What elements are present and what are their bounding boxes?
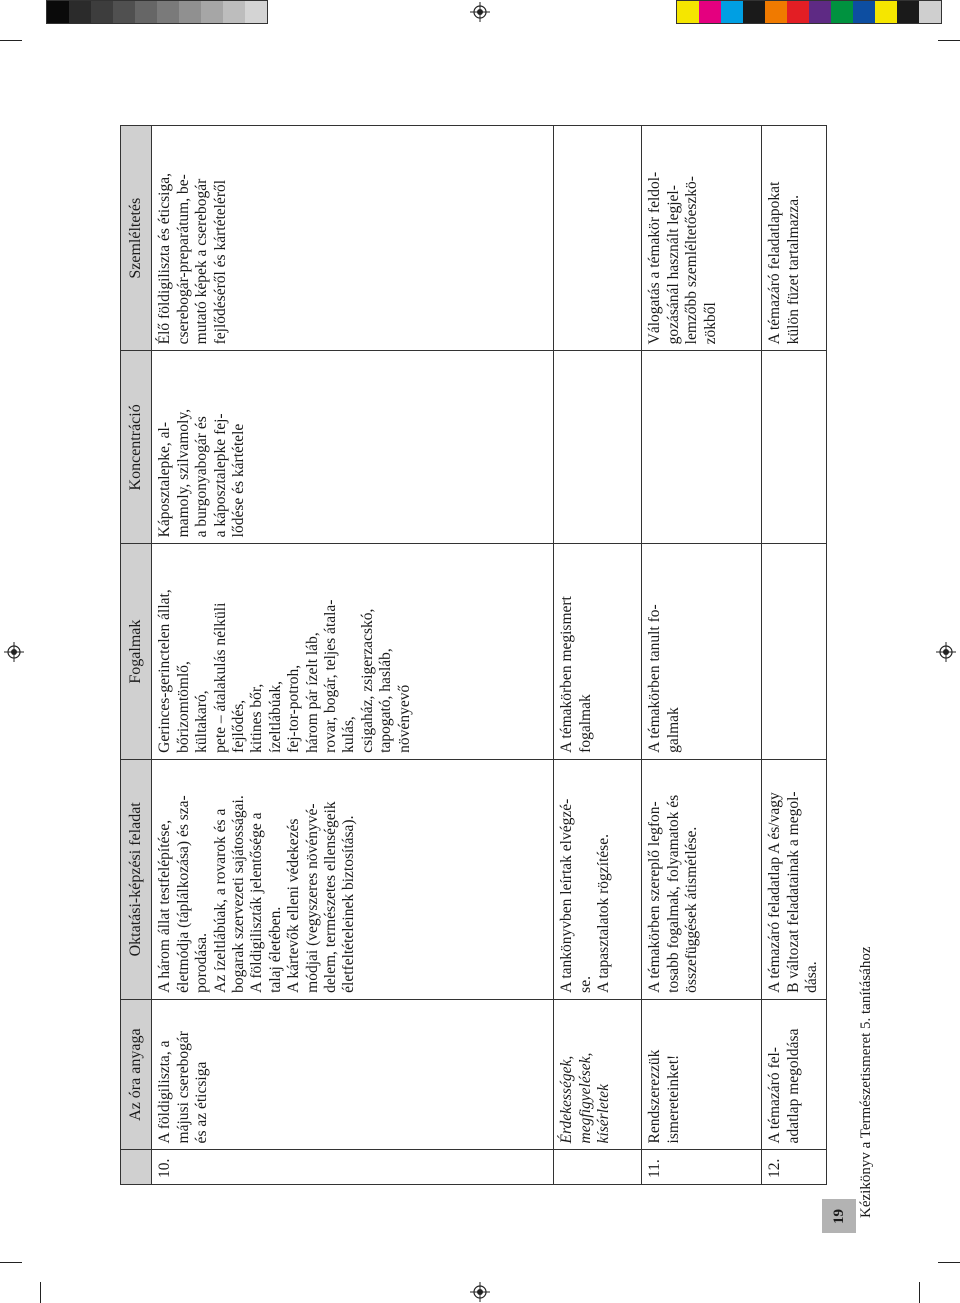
cell-concepts bbox=[152, 544, 554, 759]
page-number-box bbox=[822, 1199, 856, 1233]
cell-line: és az éticsiga bbox=[193, 1061, 211, 1144]
header-num-cell bbox=[121, 1150, 152, 1185]
row-number: 12. bbox=[762, 1150, 826, 1185]
cell-task bbox=[762, 759, 826, 999]
calibration-swatch bbox=[831, 1, 853, 23]
cell-line: Élő földigiliszta és éticsiga, bbox=[156, 173, 174, 345]
cell-line: A tapasztalatok rögzítése. bbox=[595, 834, 613, 993]
crop-mark bbox=[938, 1262, 960, 1263]
cell-topic bbox=[642, 999, 762, 1150]
cell-line: A témazáró feladatlapokat bbox=[766, 181, 784, 345]
calibration-swatch bbox=[897, 1, 919, 23]
cell-line: mamoly, szilvamoly, bbox=[174, 408, 192, 538]
cell-line: a káposztalepke fej- bbox=[211, 413, 229, 538]
calibration-swatch bbox=[875, 1, 897, 23]
cell-line: külön füzet tartalmazza. bbox=[784, 195, 802, 345]
cell-concepts bbox=[762, 544, 826, 759]
lesson-plan-table bbox=[120, 125, 827, 1185]
cell-line: fejlődés, bbox=[230, 699, 248, 753]
crop-mark bbox=[938, 40, 960, 41]
cell-line: tosabb fogalmak, folyamatok és bbox=[664, 794, 682, 993]
row-number bbox=[554, 1150, 642, 1185]
crop-mark bbox=[919, 1282, 920, 1303]
lesson-plan-table-container bbox=[120, 125, 821, 1185]
cell-concentration bbox=[762, 351, 826, 544]
cell-line: megfigyelések, bbox=[576, 1052, 594, 1144]
cell-line: életmódja (táplálkozása) és sza- bbox=[174, 795, 192, 993]
calibration-swatch bbox=[135, 1, 157, 23]
cell-task bbox=[642, 759, 762, 999]
calibration-swatch bbox=[699, 1, 721, 23]
calibration-swatch bbox=[245, 1, 267, 23]
calibration-swatch bbox=[853, 1, 875, 23]
cell-line: talaj életében. bbox=[266, 906, 284, 993]
cell-line: pete – átalakulás nélküli bbox=[211, 602, 229, 753]
calibration-swatch bbox=[809, 1, 831, 23]
cell-line: cserebogár-preparátum, be- bbox=[174, 174, 192, 345]
cell-line: Rendszerezzük bbox=[646, 1049, 664, 1144]
cell-line: májusi cserebogár bbox=[174, 1031, 192, 1144]
header-task: Oktatási-képzési feladat bbox=[121, 759, 152, 999]
cell-concentration bbox=[554, 351, 642, 544]
cell-line: összefüggések átismétlése. bbox=[683, 826, 701, 993]
cell-topic bbox=[152, 999, 554, 1150]
color-calibration-bar bbox=[676, 0, 942, 24]
cell-line: lemzőbb szemléltetőeszkö- bbox=[683, 176, 701, 345]
page-number: 19 bbox=[830, 1208, 847, 1224]
cell-line: növényevő bbox=[395, 684, 413, 753]
table-row bbox=[642, 126, 762, 1185]
registration-mark-icon bbox=[470, 1282, 490, 1302]
calibration-swatch bbox=[179, 1, 201, 23]
calibration-swatch bbox=[69, 1, 91, 23]
cell-line: rovar, bogár, teljes átala- bbox=[322, 599, 340, 753]
cell-task bbox=[152, 759, 554, 999]
cell-line: fej-tor-potroh, bbox=[285, 664, 303, 753]
cell-visual bbox=[554, 126, 642, 351]
table-header-row bbox=[121, 126, 152, 1185]
calibration-swatch bbox=[201, 1, 223, 23]
cell-line: életfeltételeinek biztosítása). bbox=[340, 815, 358, 993]
cell-line: delem, természetes ellenségeik bbox=[322, 801, 340, 993]
cell-concentration bbox=[642, 351, 762, 544]
cell-line: a burgonyabogár és bbox=[193, 416, 211, 538]
cell-task bbox=[554, 759, 642, 999]
cell-concepts bbox=[554, 544, 642, 759]
calibration-swatch bbox=[787, 1, 809, 23]
cell-line: bőrizomtömlő, bbox=[174, 661, 192, 753]
cell-line: B változat feladatainak a megol- bbox=[784, 791, 802, 993]
calibration-swatch bbox=[223, 1, 245, 23]
cell-line: porodása. bbox=[193, 933, 211, 993]
cell-line: A témakörben megismert bbox=[558, 596, 576, 753]
running-header-title: Kézikönyv a Természetismeret 5. tanításához bbox=[858, 946, 874, 1218]
header-visual: Szemléltetés bbox=[121, 126, 152, 351]
registration-mark-icon bbox=[470, 2, 490, 22]
row-number: 10. bbox=[152, 1150, 554, 1185]
cell-line: tapogató, hasláb, bbox=[377, 648, 395, 753]
cell-line: A kártevők elleni védekezés bbox=[285, 818, 303, 993]
cell-line: gozásánál használt legjel- bbox=[664, 185, 682, 345]
cell-visual bbox=[762, 126, 826, 351]
cell-line: három pár ízelt láb, bbox=[303, 632, 321, 753]
cell-line: zökből bbox=[701, 302, 719, 345]
table-row bbox=[762, 126, 826, 1185]
cell-line: módjai (vegyszeres növényvé- bbox=[303, 803, 321, 993]
calibration-swatch bbox=[47, 1, 69, 23]
cell-line: A földigiliszták jelentősége a bbox=[248, 812, 266, 993]
cell-line: Válogatás a témakör feldol- bbox=[646, 171, 664, 345]
cell-line: kulás, bbox=[340, 716, 358, 753]
cell-line: kültakaró, bbox=[193, 690, 211, 753]
cell-line: adatlap megoldása bbox=[784, 1028, 802, 1144]
cell-topic bbox=[762, 999, 826, 1150]
header-concepts: Fogalmak bbox=[121, 544, 152, 759]
cell-concentration bbox=[152, 351, 554, 544]
cell-line: mutató képek a cserebogár bbox=[193, 178, 211, 345]
crop-mark bbox=[40, 1282, 41, 1303]
cell-line: galmak bbox=[664, 707, 682, 753]
calibration-swatch bbox=[677, 1, 699, 23]
calibration-swatch bbox=[721, 1, 743, 23]
calibration-swatch bbox=[919, 1, 941, 23]
cell-line: Az ízeltlábúak, a rovarok és a bbox=[211, 808, 229, 993]
cell-line: dása. bbox=[803, 961, 821, 993]
grayscale-calibration-bar bbox=[46, 0, 268, 24]
calibration-swatch bbox=[765, 1, 787, 23]
cell-line: A földigiliszta, a bbox=[156, 1040, 174, 1144]
table-row bbox=[554, 126, 642, 1185]
cell-line: A három állat testfelépítése, bbox=[156, 819, 174, 993]
header-concentration: Koncentráció bbox=[121, 351, 152, 544]
cell-line: A témakörben tanult fo- bbox=[646, 604, 664, 753]
cell-line: bogarak szervezeti sajátosságai. bbox=[230, 795, 248, 993]
registration-mark-icon bbox=[4, 642, 24, 662]
calibration-swatch bbox=[91, 1, 113, 23]
cell-line: ízeltlábúak, bbox=[266, 680, 284, 753]
crop-mark bbox=[0, 1262, 22, 1263]
cell-line: A tankönyvben leírtak elvégzé- bbox=[558, 798, 576, 993]
cell-line: ismereteinket! bbox=[664, 1054, 682, 1144]
cell-line: A témakörben szereplő legfon- bbox=[646, 801, 664, 993]
cell-line: kísérletek bbox=[595, 1084, 613, 1144]
table-row bbox=[152, 126, 554, 1185]
calibration-swatch bbox=[157, 1, 179, 23]
calibration-swatch bbox=[743, 1, 765, 23]
cell-line: A témazáró feladatlap A és/vagy bbox=[766, 792, 784, 993]
cell-topic bbox=[554, 999, 642, 1150]
cell-line: se. bbox=[576, 976, 594, 993]
registration-mark-icon bbox=[936, 642, 956, 662]
cell-line: fejlődéséről és kártételéről bbox=[211, 179, 229, 345]
cell-line: fogalmak bbox=[576, 694, 594, 753]
cell-line: lődése és kártétele bbox=[230, 423, 248, 538]
crop-mark bbox=[0, 40, 22, 41]
row-number: 11. bbox=[642, 1150, 762, 1185]
cell-line: kitines bőr, bbox=[248, 683, 266, 753]
cell-line: Gerinces-gerinctelen állat, bbox=[156, 589, 174, 753]
cell-line: Érdekességek, bbox=[558, 1055, 576, 1144]
cell-line: A témazáró fel- bbox=[766, 1047, 784, 1144]
cell-visual bbox=[152, 126, 554, 351]
cell-concepts bbox=[642, 544, 762, 759]
calibration-swatch bbox=[113, 1, 135, 23]
cell-line: Káposztalepke, al- bbox=[156, 422, 174, 538]
cell-visual bbox=[642, 126, 762, 351]
cell-line: csigaház, zsigerzacskó, bbox=[358, 608, 376, 753]
header-topic: Az óra anyaga bbox=[121, 999, 152, 1150]
